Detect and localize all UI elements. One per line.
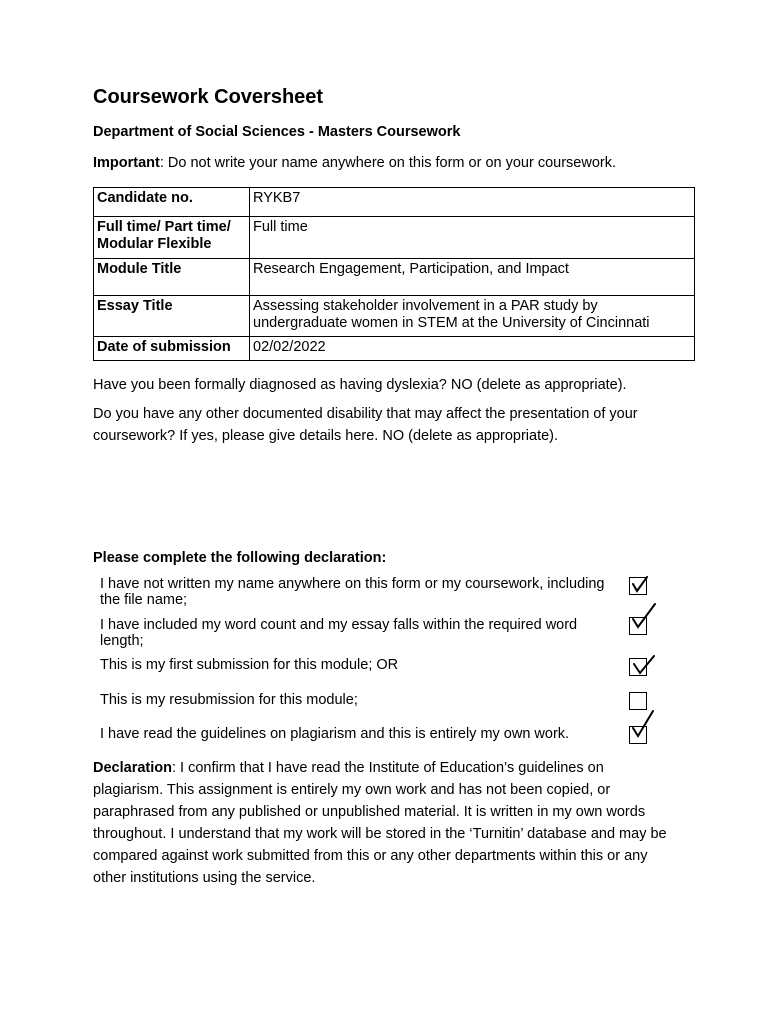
study-mode-label: Full time/ Part time/ Modular Flexible — [94, 217, 250, 259]
essay-title-label: Essay Title — [94, 296, 250, 337]
declaration-item-word-count: I have included my word count and my essay falls within the required word length; — [100, 617, 578, 649]
table-row — [94, 337, 695, 361]
important-text: : Do not write your name anywhere on this form or on your coursework. — [159, 155, 617, 171]
department-heading: Department of Social Sciences - Masters Coursework — [93, 124, 461, 140]
declaration-paragraph — [93, 757, 668, 889]
page-title: Coursework Coversheet — [93, 86, 324, 108]
checkmark-icon — [628, 567, 662, 601]
checkbox-resubmission[interactable] — [629, 692, 647, 710]
declaration-item-name: I have not written my name anywhere on this form or my coursework, including the file name; — [100, 576, 605, 608]
table-row — [94, 296, 695, 337]
checkmark-icon — [628, 601, 662, 635]
essay-title-value: Assessing stakeholder involvement in a PAR study by undergraduate women in STEM at the University of Cincinnati — [250, 296, 695, 337]
important-label: Important — [93, 155, 160, 171]
disability-question: Do you have any other documented disability that may affect the presentation of your coursework? If yes, please give details here. NO (delete as appropriate). — [93, 406, 638, 444]
checkmark-icon — [628, 710, 662, 744]
submission-date-value: 02/02/2022 — [250, 337, 695, 361]
submission-date-label: Date of submission — [94, 337, 250, 361]
candidate-info-table — [93, 187, 695, 361]
candidate-no-label: Candidate no. — [94, 188, 250, 217]
declaration-list-heading: Please complete the following declaration: — [93, 550, 387, 566]
checkmark-icon — [628, 653, 662, 687]
declaration-text: : I confirm that I have read the Institute of Education’s guidelines on plagiarism. This assignment is entirely my own work and has not been copied, or paraphrased from any published or unpublished material. It is written in my own words throughout. I understand that my work will be stored in the ‘Turnitin’ database and may be compared against work submitted from this or any other departments within this or any other institutions using the service. — [93, 760, 667, 886]
declaration-item-resubmission: This is my resubmission for this module; — [100, 692, 358, 708]
module-title-label: Module Title — [94, 259, 250, 296]
study-mode-value: Full time — [250, 217, 695, 259]
candidate-no-value: RYKB7 — [250, 188, 695, 217]
dyslexia-question: Have you been formally diagnosed as having dyslexia? NO (delete as appropriate). — [93, 377, 627, 393]
table-row — [94, 259, 695, 296]
important-notice — [93, 155, 616, 171]
declaration-item-first-submission: This is my first submission for this module; OR — [100, 657, 399, 673]
declaration-label: Declaration — [93, 760, 172, 776]
table-row — [94, 217, 695, 259]
module-title-value: Research Engagement, Participation, and Impact — [250, 259, 695, 296]
table-row — [94, 188, 695, 217]
declaration-item-plagiarism: I have read the guidelines on plagiarism and this is entirely my own work. — [100, 726, 570, 742]
